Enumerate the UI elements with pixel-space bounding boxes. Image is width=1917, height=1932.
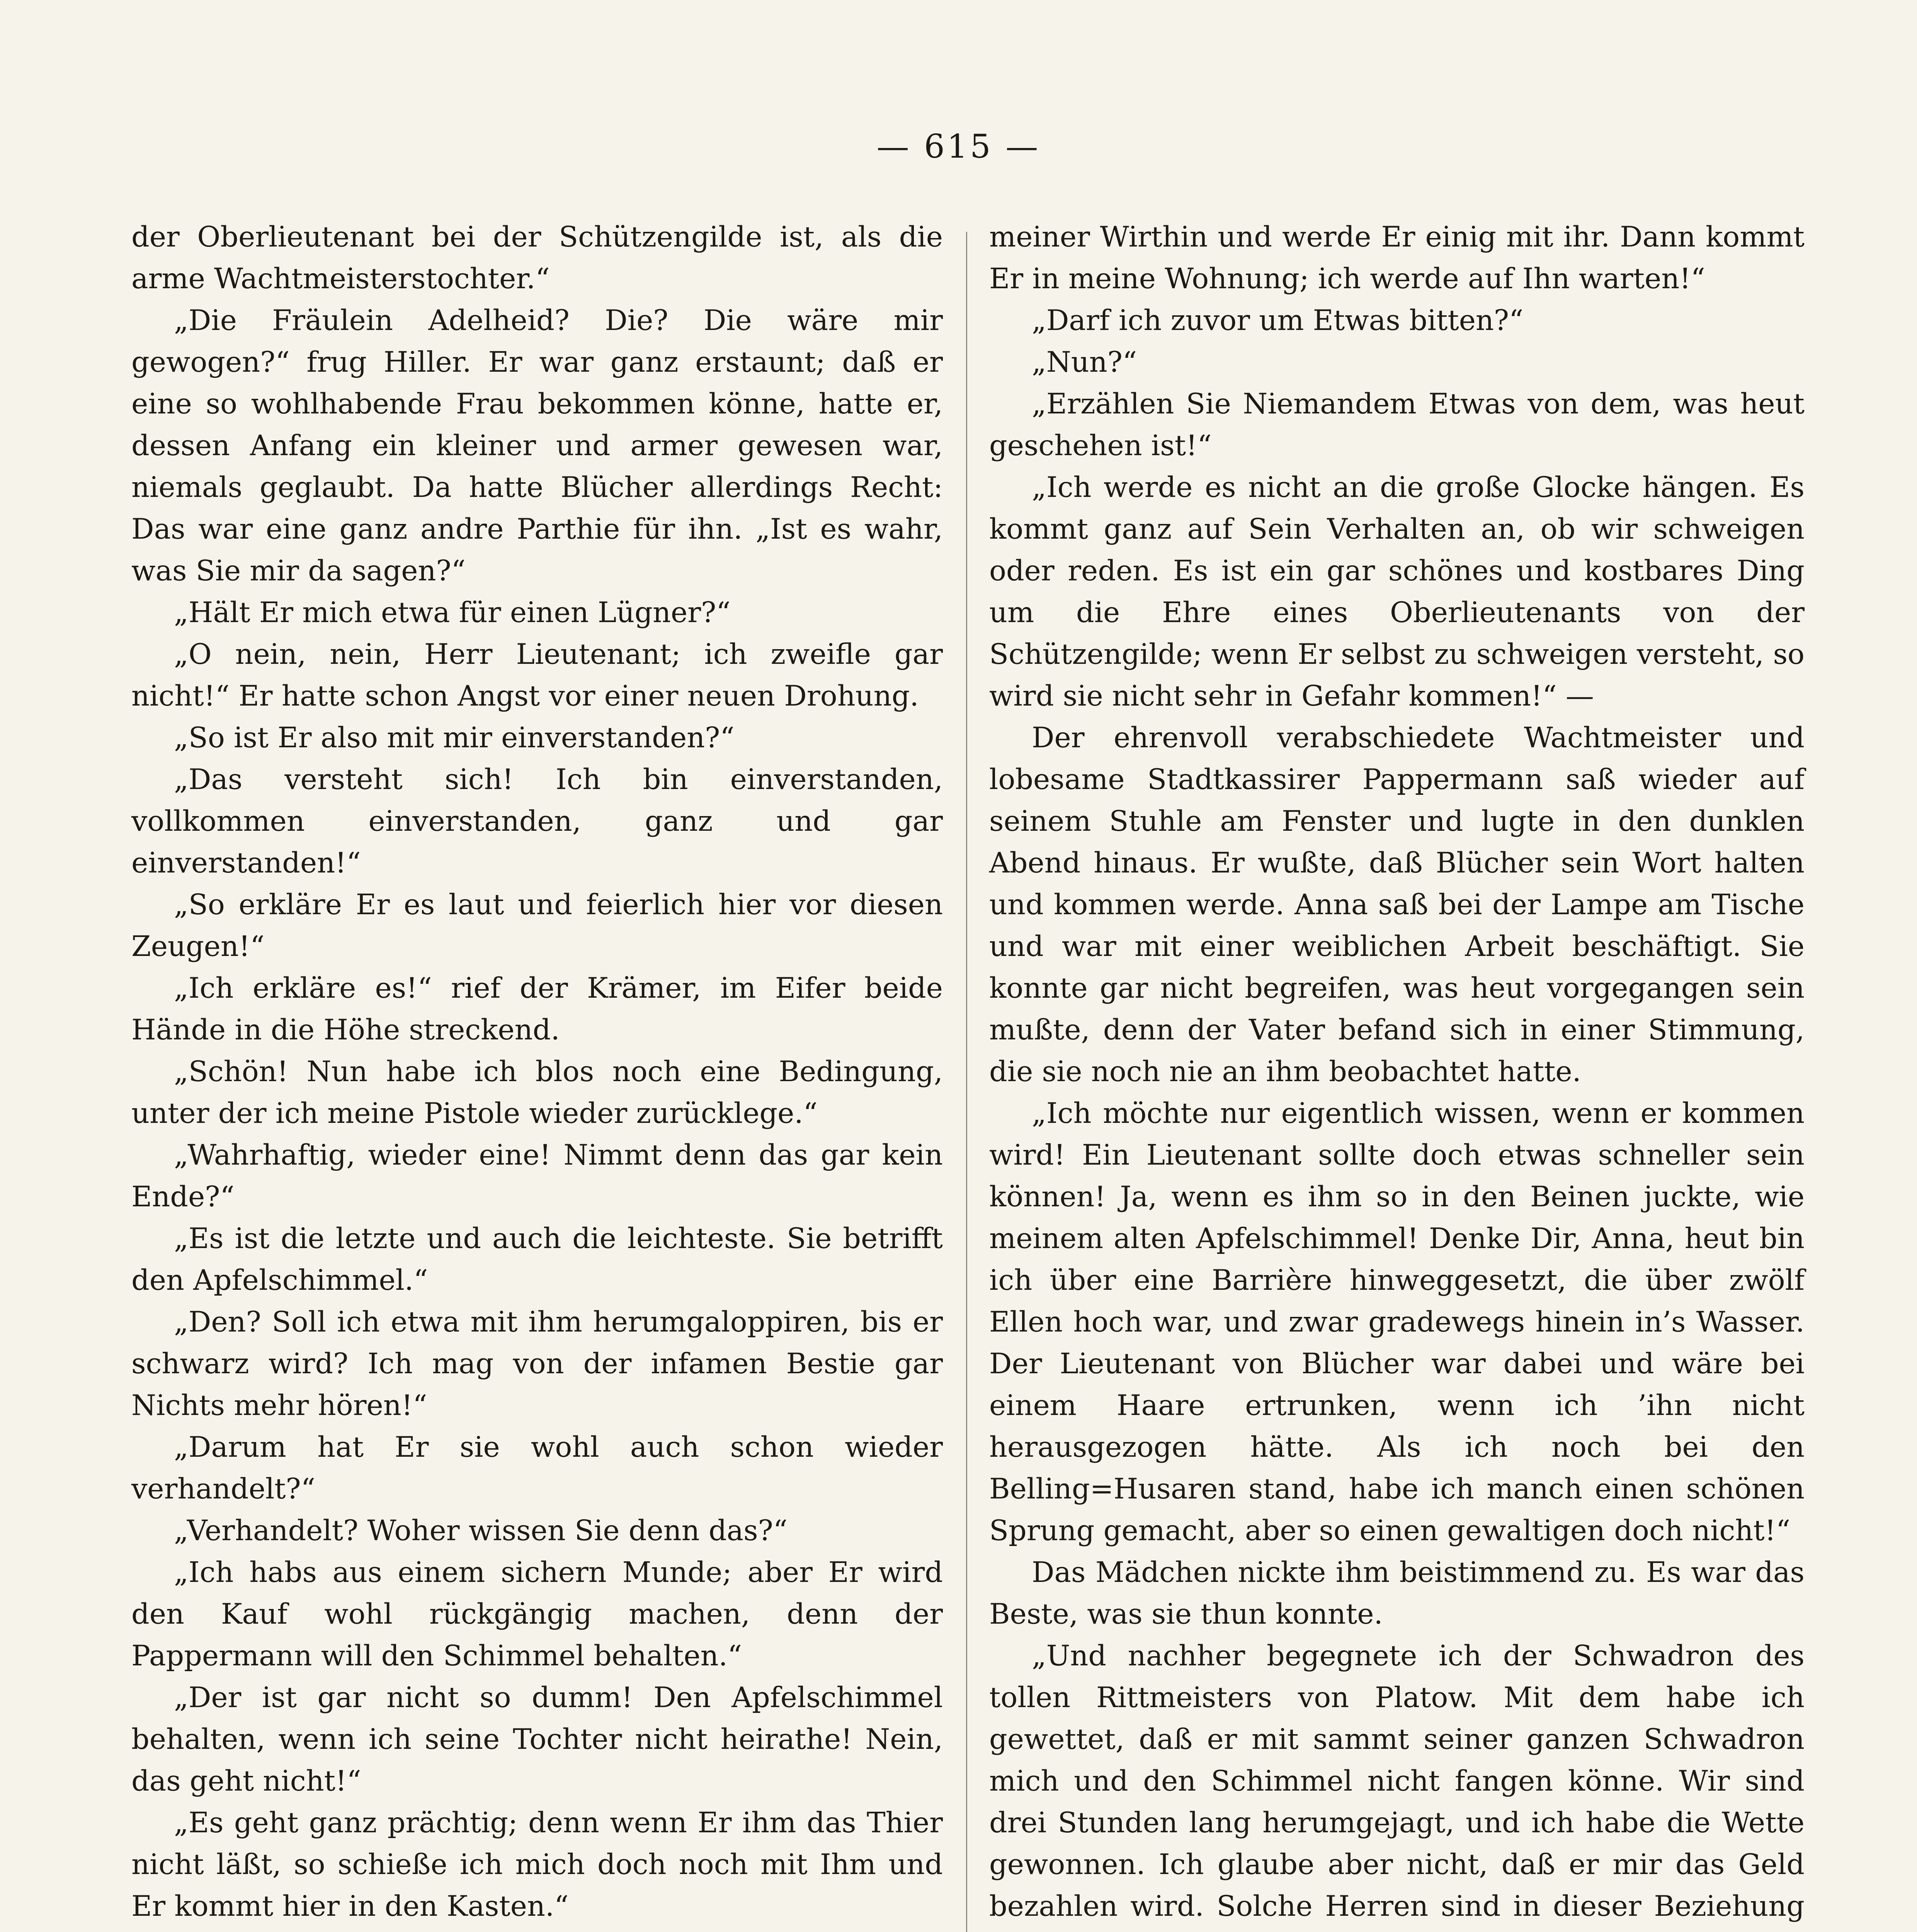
paragraph: „O nein, nein, Herr Lieutenant; ich zweifle gar nicht!“ Er hatte schon Angst vor einer neuen Drohung. — [131, 638, 943, 713]
left-column — [131, 216, 943, 1932]
paragraph: „Ich werde es nicht an die große Glocke hängen. Es kommt ganz auf Sein Verhalten an, ob wir schweigen oder reden. Es ist ein gar schönes und kostbares Ding um die Ehre eines Oberlieutenants von der Schützengilde; wenn Er selbst zu schweigen versteht, so wird sie nicht sehr in Gefahr kommen!“ — — [989, 471, 1805, 713]
paragraph: „Ich erkläre es!“ rief der Krämer, im Eifer beide Hände in die Höhe streckend. — [131, 972, 943, 1046]
paragraph: „Verhandelt? Woher wissen Sie denn das?“ — [174, 1514, 788, 1547]
paragraph: „Der ist gar nicht so dumm! Den Apfelschimmel behalten, wenn ich seine Tochter nicht heirathe! Nein, das geht nicht!“ — [131, 1681, 943, 1798]
paragraph: „Ich möchte nur eigentlich wissen, wenn er kommen wird! Ein Lieutenant sollte doch etwas schneller sein können! Ja, wenn es ihm so in den Beinen juckte, wie meinem alten Apfelschimmel! Denke Dir, Anna, heut bin ich über eine Barrière hinweggesetzt, die über zwölf Ellen hoch war, und zwar gradewegs hinein in’s Wasser. Der Lieutenant von Blücher war dabei und wäre bei einem Haare ertrunken, wenn ich ’ihn nicht herausgezogen hätte. Als ich noch bei den Belling=Husaren stand, habe ich manch einen schönen Sprung gemacht, aber so einen gewaltigen doch nicht!“ — [989, 1097, 1805, 1547]
paragraph: Das Mädchen nickte ihm beistimmend zu. Es war das Beste, was sie thun konnte. — [989, 1556, 1805, 1631]
paragraph: „Den? Soll ich etwa mit ihm herumgaloppiren, bis er schwarz wird? Ich mag von der infamen Bestie gar Nichts mehr hören!“ — [131, 1306, 943, 1422]
paragraph: meiner Wirthin und werde Er einig mit ihr. Dann kommt Er in meine Wohnung; ich werde auf Ihn warten!“ — [989, 221, 1805, 295]
paragraph: „Das versteht sich! Ich bin einverstanden, vollkommen einverstanden, ganz und gar einverstanden!“ — [131, 763, 943, 879]
paragraph: „Wahrhaftig, wieder eine! Nimmt denn das gar kein Ende?“ — [131, 1139, 943, 1213]
column-divider — [966, 232, 967, 1932]
paragraph: „Darf ich zuvor um Etwas bitten?“ — [1032, 304, 1524, 337]
paragraph: „Ich habs aus einem sichern Munde; aber Er wird den Kauf wohl rückgängig machen, denn der Pappermann will den Schimmel behalten.“ — [131, 1556, 943, 1672]
paragraph: „Und nachher begegnete ich der Schwadron des tollen Rittmeisters von Platow. Mit dem habe ich gewettet, daß er mit sammt seiner ganzen Schwadron mich und den Schimmel nicht fangen könne. Wir sind drei Stunden lang herumgejagt, und ich habe die Wette gewonnen. Ich glaube aber nicht, daß er mir das Geld bezahlen wird. Solche Herren sind in dieser Beziehung — [989, 1639, 1805, 1923]
paragraph: „So erkläre Er es laut und feierlich hier vor diesen Zeugen!“ — [131, 888, 943, 963]
paragraph: der Oberlieutenant bei der Schützengilde ist, als die arme Wachtmeisterstochter.“ — [131, 221, 943, 295]
paragraph: „Hält Er mich etwa für einen Lügner?“ — [174, 596, 731, 629]
paragraph: „Darum hat Er sie wohl auch schon wieder verhandelt?“ — [131, 1431, 943, 1505]
paragraph: „Schön! Nun habe ich blos noch eine Bedingung, unter der ich meine Pistole wieder zurücklege.“ — [131, 1055, 943, 1130]
page-number: — 615 — — [876, 128, 1041, 165]
paragraph: „Erzählen Sie Niemandem Etwas von dem, was heut geschehen ist!“ — [989, 388, 1805, 462]
paragraph: „Nun?“ — [1032, 346, 1137, 379]
paragraph — [131, 1927, 943, 1932]
paragraph: „So ist Er also mit mir einverstanden?“ — [174, 721, 735, 754]
paragraph: Der ehrenvoll verabschiedete Wachtmeister und lobesame Stadtkassirer Pappermann saß wieder auf seinem Stuhle am Fenster und lugte in den dunklen Abend hinaus. Er wußte, daß Blücher sein Wort halten und kommen werde. Anna saß bei der Lampe am Tische und war mit einer weiblichen Arbeit beschäftigt. Sie konnte gar nicht begreifen, was heut vorgegangen sein mußte, denn der Vater befand sich in einer Stimmung, die sie noch nie an ihm beobachtet hatte. — [989, 721, 1805, 1088]
paragraph: „Es ist die letzte und auch die leichteste. Sie betrifft den Apfelschimmel.“ — [131, 1222, 943, 1297]
right-column — [989, 216, 1805, 1932]
paragraph: „Die Fräulein Adelheid? Die? Die wäre mir gewogen?“ frug Hiller. Er war ganz erstaunt; daß er eine so wohlhabende Frau bekommen könne, hatte er, dessen Anfang ein kleiner und armer gewesen war, niemals geglaubt. Da hatte Blücher allerdings Recht: Das war eine ganz andre Parthie für ihn. „Ist es wahr, was Sie mir da sagen?“ — [131, 304, 943, 587]
paragraph: „Es geht ganz prächtig; denn wenn Er ihm das Thier nicht läßt, so schieße ich mich doch noch mit Ihm und Er kommt hier in den Kasten.“ — [131, 1806, 943, 1923]
